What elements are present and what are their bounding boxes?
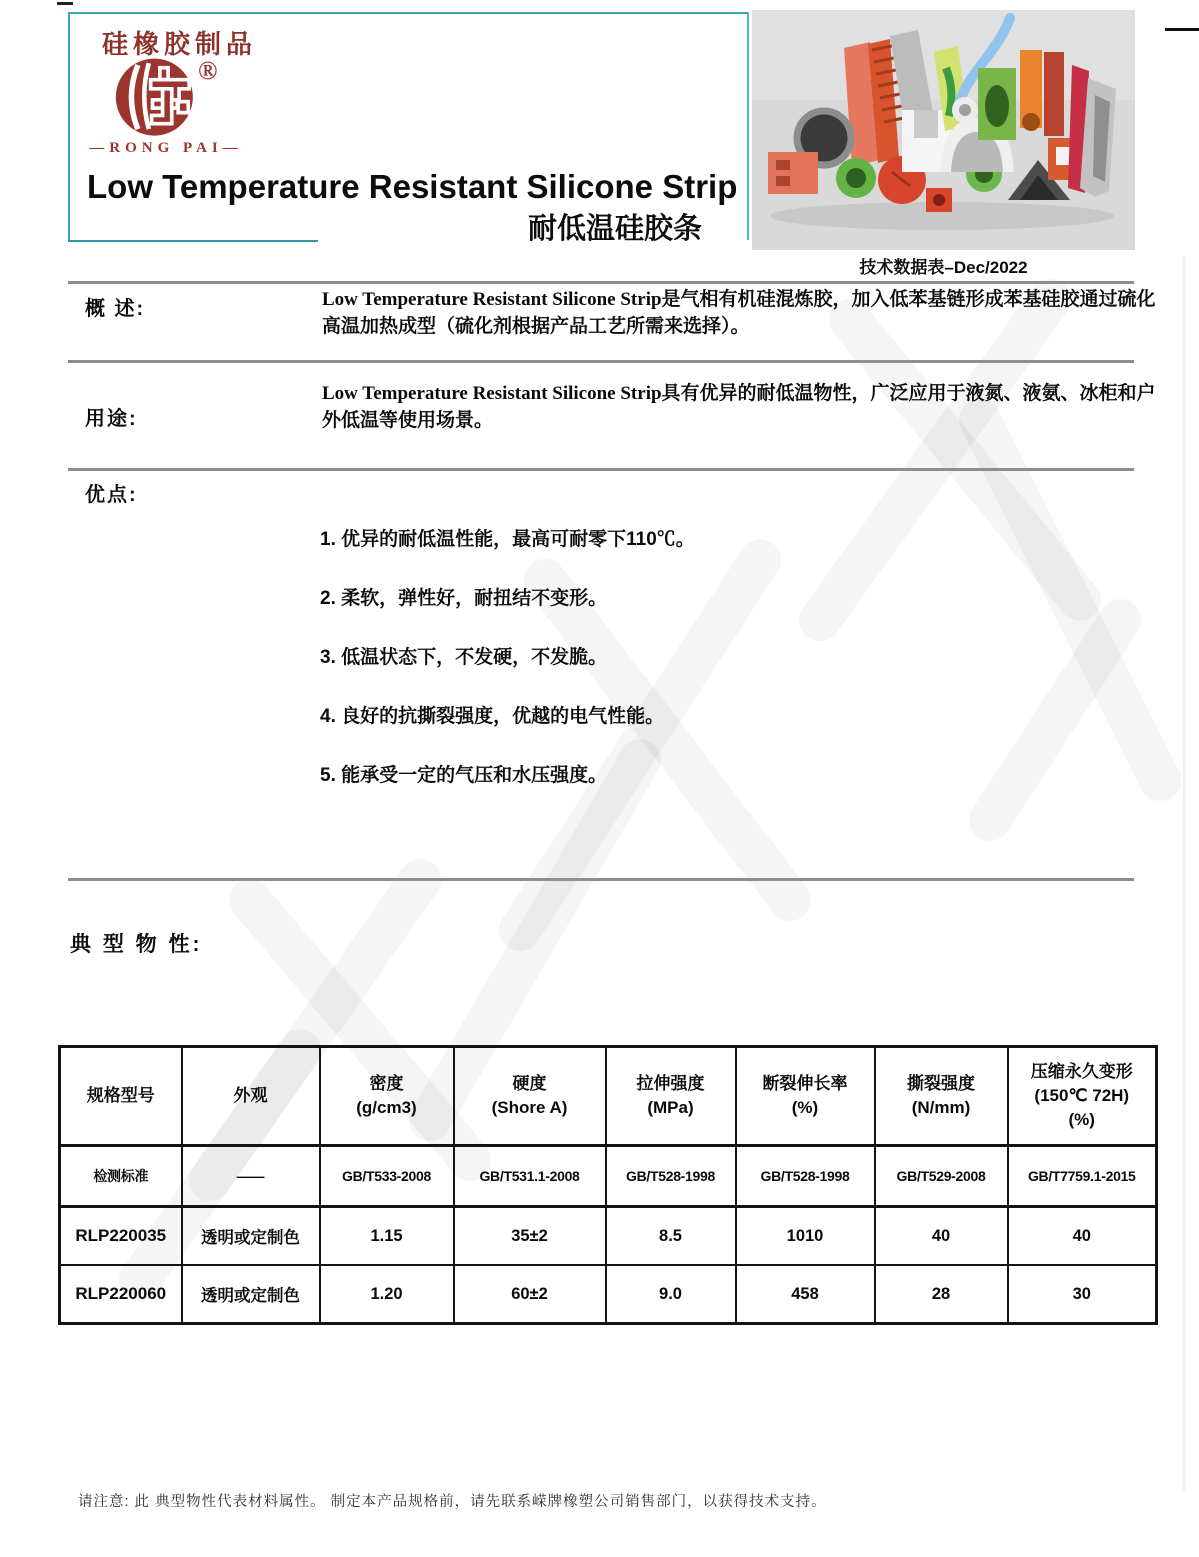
col-header-tear-strength: [875, 1047, 1008, 1146]
advantages-list: [320, 526, 1020, 821]
table-cell: 60±2: [454, 1265, 606, 1324]
header-line: (150℃ 72H): [1034, 1086, 1130, 1105]
header-line: 外观: [233, 1086, 268, 1105]
header-box: [68, 12, 749, 245]
table-cell: 458: [736, 1265, 875, 1324]
col-header-tensile-strength: [606, 1047, 736, 1146]
header-line: 撕裂强度: [907, 1074, 975, 1093]
table-cell: GB/T533-2008: [320, 1146, 454, 1207]
table-cell: 检测标准: [60, 1146, 182, 1207]
col-header-appearance: [182, 1047, 320, 1146]
divider: [68, 360, 1134, 363]
table-cell: ——: [182, 1146, 320, 1207]
brand-name-chinese: 硅橡胶制品: [102, 29, 258, 59]
table-row-rlp220060: [60, 1265, 1157, 1324]
advantage-item: 5. 能承受一定的气压和水压强度。: [320, 765, 608, 786]
table-cell: 35±2: [454, 1207, 606, 1266]
rongpai-logo-icon: [114, 54, 202, 142]
table-cell: 9.0: [606, 1265, 736, 1324]
advantage-item: 2. 柔软，弹性好，耐扭结不变形。: [320, 588, 608, 609]
header-line: (%): [1068, 1110, 1095, 1129]
table-cell: 1.15: [320, 1207, 454, 1266]
properties-section-label: 典 型 物 性:: [70, 933, 203, 956]
col-header-model: [60, 1047, 182, 1146]
header-line: (g/cm3): [356, 1098, 417, 1117]
product-title-zh: 耐低温硅胶条: [527, 213, 702, 245]
table-cell: 8.5: [606, 1207, 736, 1266]
divider: [68, 281, 1134, 284]
divider: [68, 878, 1134, 881]
table-cell: GB/T7759.1-2015: [1008, 1146, 1157, 1207]
table-row-test-standards: [60, 1146, 1157, 1207]
header-line: (Shore A): [491, 1098, 568, 1117]
footer-note: 请注意: 此 典型物性代表材料属性。 制定本产品规格前，请先联系嵘牌橡塑公司销售部门，以获得技术支持。: [78, 1494, 827, 1510]
table-cell: 28: [875, 1265, 1008, 1324]
table-cell: RLP220035: [60, 1207, 182, 1266]
advantage-item: 4. 良好的抗撕裂强度，优越的电气性能。: [320, 706, 665, 727]
advantage-item: 3. 低温状态下，不发硬，不发脆。: [320, 647, 608, 668]
properties-table: [58, 1045, 1158, 1325]
divider: [68, 468, 1134, 471]
table-cell: 40: [1008, 1207, 1157, 1266]
header-line: 密度: [369, 1074, 404, 1093]
header-line: 硬度: [512, 1074, 547, 1093]
table-cell: 透明或定制色: [182, 1207, 320, 1266]
table-cell: GB/T531.1-2008: [454, 1146, 606, 1207]
header-line: (%): [791, 1098, 819, 1117]
col-header-hardness: [454, 1047, 606, 1146]
usage-section-text: Low Temperature Resistant Silicone Strip具有优异的耐低温物性，广泛应用于液氮、液氨、冰柜和户外低温等使用场景。: [322, 383, 1156, 431]
header-line: 压缩永久变形: [1030, 1062, 1133, 1081]
datasheet-version-label: 技术数据表–Dec/2022: [859, 258, 1028, 277]
table-cell: GB/T528-1998: [736, 1146, 875, 1207]
header-line: 断裂伸长率: [762, 1074, 848, 1093]
col-header-compression-set: [1008, 1047, 1157, 1146]
table-header-row: [60, 1047, 1157, 1146]
registered-trademark-icon: ®: [198, 56, 218, 85]
overview-section-label: 概 述:: [85, 298, 146, 320]
product-title-en: Low Temperature Resistant Silicone Strip: [87, 168, 738, 205]
table-cell: 40: [875, 1207, 1008, 1266]
advantage-item: 1. 优异的耐低温性能，最高可耐零下110℃。: [320, 529, 695, 550]
usage-section-label: 用途:: [85, 408, 138, 430]
table-cell: 30: [1008, 1265, 1157, 1324]
overview-section-text: Low Temperature Resistant Silicone Strip是气相有机硅混炼胶，加入低苯基链形成苯基硅胶通过硫化高温加热成型（硫化剂根据产品工艺所需来选择）。: [322, 289, 1156, 337]
header-line: (MPa): [647, 1098, 694, 1117]
header-line: (N/mm): [911, 1098, 971, 1117]
scan-edge-line: [1183, 255, 1185, 1490]
col-header-density: [320, 1047, 454, 1146]
table-cell: RLP220060: [60, 1265, 182, 1324]
scan-mark-top-left: [57, 2, 73, 5]
header-line: 拉伸强度: [636, 1074, 705, 1093]
product-photo: [752, 10, 1135, 250]
brand-name-romanized: —RONG PAI—: [89, 140, 243, 156]
scan-mark-top-right: [1165, 28, 1199, 31]
advantages-section-label: 优点:: [85, 484, 138, 506]
table-row-rlp220035: [60, 1207, 1157, 1266]
table-cell: 1010: [736, 1207, 875, 1266]
col-header-elongation: [736, 1047, 875, 1146]
header-line: 规格型号: [86, 1086, 155, 1105]
table-cell: GB/T529-2008: [875, 1146, 1008, 1207]
table-cell: 1.20: [320, 1265, 454, 1324]
header-underline: [68, 240, 318, 242]
table-cell: 透明或定制色: [182, 1265, 320, 1324]
table-cell: GB/T528-1998: [606, 1146, 736, 1207]
